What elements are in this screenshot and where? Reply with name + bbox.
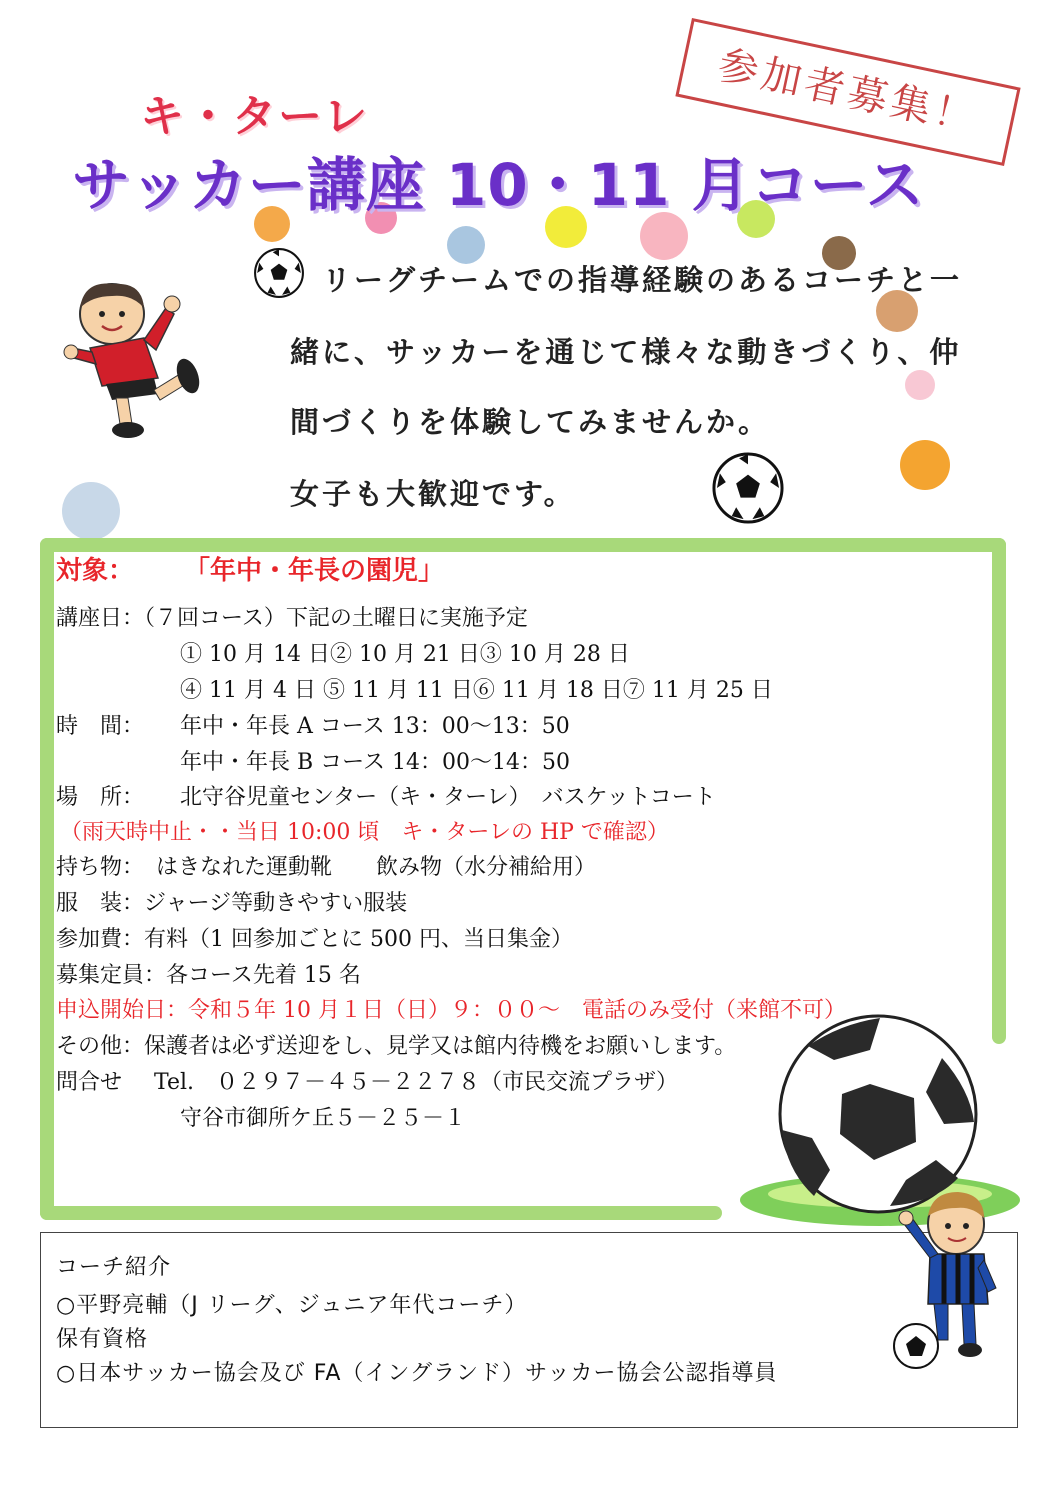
dates-label: 講座日： (56, 606, 145, 631)
dates-text: （７回コース）下記の土曜日に実施予定 (144, 606, 528, 631)
application-start: 申込開始日：令和５年 10 月１日（日）９：００〜 電話のみ受付（来館不可） (56, 998, 846, 1023)
other-value: 保護者は必ず送迎をし、見学又は館内待機をお願いします。 (144, 1034, 737, 1059)
decor-dot (900, 440, 950, 490)
coach-info-box (40, 1232, 1018, 1428)
intro-line-4: 女子も大歓迎です。 (290, 477, 576, 511)
info-frame-left (40, 538, 54, 1220)
place-value: 北守谷児童センター（キ・ターレ） バスケットコート (180, 785, 716, 810)
fee (56, 925, 573, 955)
contact-address: 守谷市御所ケ丘５－２５－１ (180, 1106, 467, 1131)
recruitment-stamp: 参加者募集！ (675, 18, 1020, 166)
dress-label: 服 装： (56, 891, 145, 916)
dress-value: ジャージ等動きやすい服装 (144, 891, 408, 916)
fee-value: 有料（1 回参加ごとに 500 円、当日集金） (144, 927, 573, 952)
contact-tel: Tel. ０２９７－４５－２２７８（市民交流プラザ） (154, 1070, 679, 1095)
other-notes (56, 1032, 736, 1062)
time-course-a: 年中・年長 A コース 13：00〜13：50 (180, 714, 570, 739)
other-label: その他： (56, 1034, 145, 1059)
certification: ○日本サッカー協会及び FA（イングランド）サッカー協会公認指導員 (56, 1361, 778, 1386)
course-dates (56, 604, 528, 634)
contact-label: 問合せ (56, 1070, 123, 1095)
time-course-b: 年中・年長 B コース 14：00〜14：50 (180, 750, 571, 775)
belongings (56, 853, 596, 883)
soccer-ball-icon (711, 451, 785, 525)
time-label: 時 間： (56, 714, 145, 739)
intro-line-2: 緒に、サッカーを通じて様々な動きづくり、仲 (290, 335, 962, 369)
info-frame-right (992, 538, 1006, 1044)
boy-kicking-illustration (62, 278, 207, 448)
dress-code (56, 889, 407, 919)
certification-heading: 保有資格 (56, 1327, 149, 1352)
page-title: サッカー講座 10・11 月コース (72, 151, 925, 219)
fee-label: 参加費： (56, 927, 145, 952)
intro-line-1: リーグチームでの指導経験のあるコーチと一 (322, 263, 963, 297)
items-value: はきなれた運動靴 飲み物（水分補給用） (156, 855, 597, 880)
rain-note: （雨天時中止・・当日 10:00 頃 キ・ターレの HP で確認） (60, 820, 669, 845)
target-value: 「年中・年長の園児」 (184, 556, 445, 586)
decor-dot (62, 482, 120, 540)
decor-dot (905, 370, 935, 400)
place-label: 場 所： (56, 785, 145, 810)
dates-row-2: ④ 11 月 4 日 ⑤ 11 月 11 日⑥ 11 月 18 日⑦ 11 月 25 日 (180, 678, 773, 703)
intro-line-3: 間づくりを体験してみませんか。 (290, 405, 771, 439)
venue-subtitle: キ・ターレ (140, 91, 370, 142)
target-audience (56, 550, 444, 587)
info-frame-bottom (40, 1206, 722, 1220)
target-label: 対象： (56, 556, 135, 586)
items-label: 持ち物： (56, 855, 145, 880)
capacity-value: 各コース先着 15 名 (166, 963, 361, 988)
coach-name: ○平野亮輔（J リーグ、ジュニア年代コーチ） (56, 1293, 528, 1318)
coach-heading: コーチ紹介 (56, 1255, 172, 1280)
dates-row-1: ① 10 月 14 日② 10 月 21 日③ 10 月 28 日 (180, 642, 630, 667)
capacity-label: 募集定員： (56, 963, 167, 988)
soccer-ball-icon (253, 247, 305, 299)
boy-with-ball-illustration (884, 1184, 1014, 1374)
capacity (56, 961, 361, 991)
